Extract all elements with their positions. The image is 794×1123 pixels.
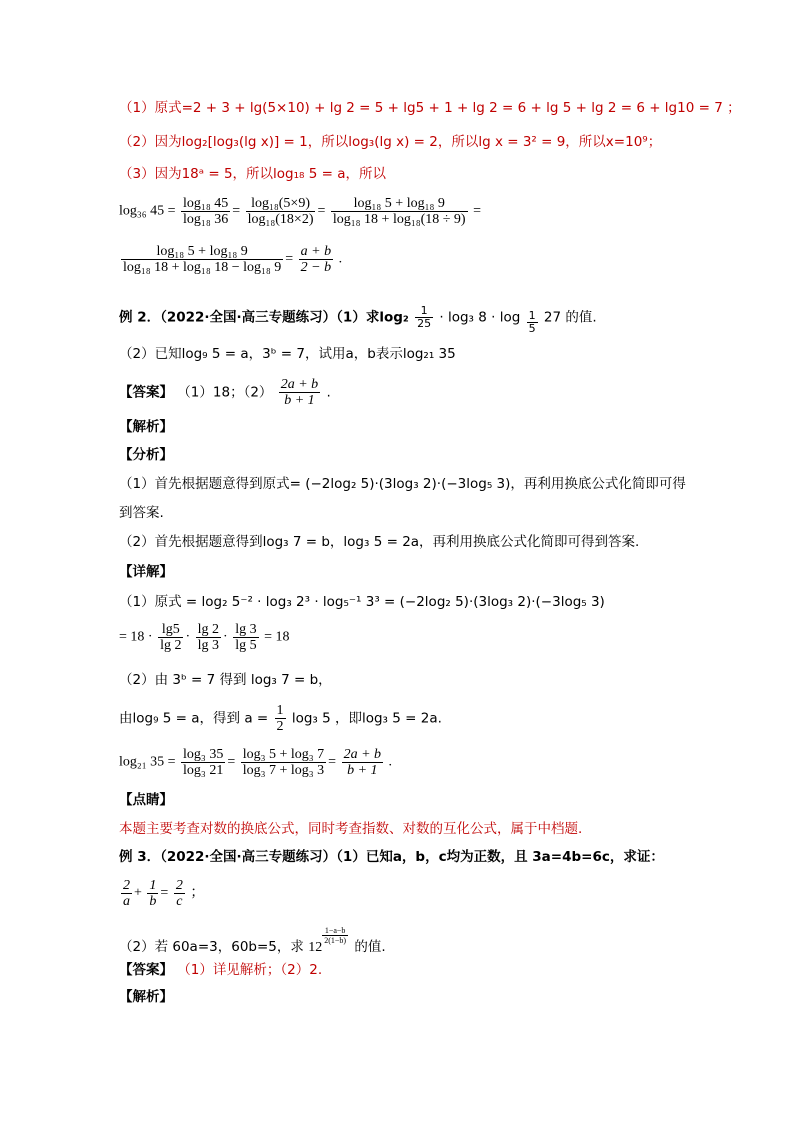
answer-2-text: （1）18；（2）	[177, 384, 273, 401]
answer-2	[119, 377, 719, 408]
ex2-f-denominator: 25	[417, 317, 432, 330]
ex3-q2-exp-denominator: 2(1−b)	[324, 936, 347, 945]
ex3-fraction-1	[121, 878, 132, 909]
ex2-q2: （2）已知log₉ 5 = a，3ᵇ = 7，试用a，b表示log₂₁ 35	[119, 346, 456, 362]
xiangjie-line-4	[119, 703, 719, 734]
example-3-line-2: $\frac{2}{a}$ + $\frac{1}{b}$ = $\frac{2}{c}$ ；	[123, 878, 205, 909]
xj-l5-f1-numerator: log₃ 35	[183, 747, 224, 762]
ex2-base-numerator: 1	[528, 308, 536, 322]
part1-line-1	[119, 99, 741, 117]
eq2-fraction-2	[299, 244, 333, 275]
xj-l4-fraction	[275, 703, 286, 734]
xj-l5-tail: .	[388, 754, 393, 770]
xj-l2-f1-denominator: lg 2	[160, 638, 182, 653]
eq2-fraction-1	[121, 244, 283, 275]
example-3-question-1	[119, 848, 719, 866]
xj-l2-fraction-2	[196, 622, 221, 653]
eq1-f3-denominator: log₁₈ 18 + log₁₈(18 ÷ 9)	[332, 212, 466, 227]
example-3-question-2	[119, 926, 719, 957]
xj-l2-f2-denominator: lg 3	[197, 638, 220, 653]
xj-l4-numerator: 1	[276, 703, 284, 718]
eq1-fraction-1	[181, 196, 230, 227]
ex2-f-numerator: 1	[415, 305, 433, 318]
label-fenxi: 【分析】	[119, 447, 173, 463]
answer-2-fraction	[279, 377, 320, 408]
ex3-head: 例 3．（2022·全国·高三专题练习）（1）已知a，b，c均为正数，且 3a=4b=6c，求证：	[119, 849, 664, 865]
ex2-base-denominator: 5	[528, 321, 536, 335]
eq2-tail: .	[338, 251, 343, 267]
ex2-head: 例 2．（2022·全国·高三专题练习）（1）求log₂	[119, 309, 409, 326]
label-jiexi: 【解析】	[119, 419, 173, 435]
fenxi-line-1: （1）首先根据题意得到原式= (−2log₂ 5)·(3log₃ 2)·(−3log₅ 3)，再利用换底公式化简即可得	[119, 476, 686, 492]
fenxi-line-2: 到答案.	[119, 505, 164, 521]
eq1-f2-numerator: log₁₈(5×9)	[246, 196, 316, 212]
xj-l5-fraction-1	[181, 747, 225, 778]
eq1-fraction-3	[331, 196, 468, 227]
xj-l2-fraction-3	[233, 622, 258, 653]
answer-3-label: 【答案】	[119, 962, 173, 978]
part1-line-2	[119, 133, 719, 151]
xj-l5-f1-denominator: log₃ 21	[183, 763, 224, 778]
eq2-f2-numerator: a + b	[300, 244, 332, 259]
ex3-f2-denominator: b	[149, 894, 157, 909]
eq2-f2-denominator: 2 − b	[300, 260, 332, 275]
ex3-fraction-2	[147, 878, 158, 909]
xj-l2-fraction-1	[158, 622, 183, 653]
eq2-f1-numerator: log₁₈ 5 + log₁₈ 9	[121, 244, 283, 260]
ex3-q2-tail: 的值.	[354, 939, 386, 955]
answer-2-denominator: b + 1	[284, 393, 315, 408]
ex2-fraction	[415, 305, 433, 330]
ex2-tail: 27 的值.	[543, 309, 597, 326]
ex3-l2-tail: ；	[190, 885, 205, 901]
label-jiexi-2: 【解析】	[119, 989, 173, 1005]
ex3-f2-numerator: 1	[149, 878, 157, 893]
xj-l5-f2-denominator: log₃ 7 + log₃ 3	[242, 763, 325, 778]
xj-l5-fraction-3	[342, 747, 383, 778]
xj-l2-f1-numerator: lg5	[158, 622, 183, 638]
dianjing-text: 本题主要考查对数的换底公式，同时考查指数、对数的互化公式，属于中档题.	[119, 821, 583, 837]
eq1-f2-denominator: log₁₈(18×2)	[247, 212, 314, 227]
answer-2-tail: .	[326, 384, 331, 401]
eq1-f3-numerator: log₁₈ 5 + log₁₈ 9	[331, 196, 468, 212]
xj-l5-fraction-2	[241, 747, 326, 778]
xj-l5-f3-numerator: 2a + b	[343, 747, 382, 762]
part1-line-1-text: （1）原式=2 + 3 + lg(5×10) + lg 2 = 5 + lg5 + 1 + lg 2 = 6 + lg 5 + lg 2 = 6 + lg10 = 7 ；	[119, 100, 741, 116]
label-xiangjie: 【详解】	[119, 564, 173, 580]
xj-l2-f2-numerator: lg 2	[197, 622, 220, 637]
example-2-question-1	[119, 305, 719, 335]
eq1-f1-numerator: log₁₈ 45	[183, 196, 229, 211]
ex3-f3-denominator: c	[176, 894, 183, 909]
eq2-f1-denominator: log₁₈ 18 + log₁₈ 18 − log₁₈ 9	[123, 260, 282, 275]
xiangjie-line-2: = 18 · $\frac{\lg 5}{\lg 2}$ · $\frac{\lg 2}{\lg 3}$ · $\frac{\lg 3}{\lg 5}$ = 18	[119, 622, 290, 653]
eq1-f1-denominator: log₁₈ 36	[183, 212, 229, 227]
ex3-q2-exponent	[322, 926, 348, 945]
part1-line-2-text: （2）因为log₂[log₃(lg x)] = 1，所以log₃(lg x) = 2，所以lg x = 3² = 9，所以x=10⁹；	[119, 134, 662, 150]
xj-l2-f3-numerator: lg 3	[235, 622, 257, 637]
xj-l4-tail: log₃ 5 ，即log₃ 5 = 2a.	[291, 710, 442, 727]
label-dianjing: 【点睛】	[119, 792, 173, 808]
xj-l2-f3-denominator: lg 5	[235, 638, 257, 653]
xj-l4-pre: 由log₉ 5 = a，得到 a =	[119, 710, 269, 727]
xj-l5-f2-numerator: log₃ 5 + log₃ 7	[242, 747, 325, 762]
fenxi-line-3: （2）首先根据题意得到log₃ 7 = b，log₃ 5 = 2a，再利用换底公式化简即可得到答案.	[119, 534, 640, 550]
ex3-q2-exp-numerator: 1−a−b	[322, 926, 348, 936]
ex2-base-fraction	[527, 310, 538, 335]
part1-equation-2: $\frac{\text{log₁₈ 5 + log₁₈ 9}}{\text{log₁₈ 18 + log₁₈ 18 − log₁₈ 9}}$ = $\frac{a + b}{2 - b}$ .	[123, 244, 343, 275]
answer-3-text: （1）详见解析；（2）2.	[177, 962, 323, 978]
xiangjie-line-1: （1）原式 = log₂ 5⁻² · log₃ 2³ · log₅⁻¹ 3³ = (−2log₂ 5)·(3log₃ 2)·(−3log₅ 3)	[119, 594, 605, 610]
xj-l2-tail: = 18	[264, 629, 290, 645]
answer-3	[119, 961, 719, 979]
ex3-f3-numerator: 2	[175, 878, 183, 893]
answer-2-numerator: 2a + b	[280, 377, 319, 392]
eq1-lhs: log₃₆ 45 =	[119, 203, 176, 219]
xj-l5-f3-denominator: b + 1	[347, 763, 378, 778]
example-2-question-2	[119, 345, 719, 363]
xiangjie-line-5: log₂₁ 35 = $\frac{\text{log₃ 35}}{\text{log₃ 21}}$ = $\frac{\text{log₃ 5 + log₃ 7}}{\text{log₃ 7 + log₃ 3}}$ = $\frac{2a + b}{b + 1}$ .	[119, 747, 393, 778]
ex3-q2-base: 12	[308, 940, 323, 955]
ex3-f1-numerator: 2	[123, 878, 130, 893]
part1-line-3	[119, 165, 719, 183]
xiangjie-line-3: （2）由 3ᵇ = 7 得到 log₃ 7 = b，	[119, 672, 332, 688]
part1-line-3-text: （3）因为18ᵃ = 5，所以log₁₈ 5 = a，所以	[119, 166, 386, 182]
ex3-f1-denominator: a	[123, 894, 130, 909]
eq1-tail: =	[473, 203, 482, 219]
ex3-q2-pre: （2）若 60a=3，60b=5，求	[119, 939, 304, 955]
part1-equation-1: log₃₆ 45 = $\frac{\text{log₁₈ 45}}{\text{log₁₈ 36}}$ = $\frac{\text{log₁₈(5×9)}}{\text{log₁₈(18×2)}}$ = $\frac{\text{log₁₈ 5 + log₁₈ 9}}{\text{log₁₈ 18 + log₁₈(18 ÷ 9)}}$ =	[119, 196, 482, 227]
ex3-fraction-3	[174, 878, 185, 909]
eq1-fraction-2	[246, 196, 316, 227]
xj-l4-denominator: 2	[276, 719, 284, 734]
answer-2-label: 【答案】	[119, 384, 173, 401]
xj-l2-pre: = 18 ·	[119, 629, 153, 645]
ex2-mid: · log₃ 8 · log	[439, 309, 521, 326]
xj-l5-pre: log₂₁ 35 =	[119, 754, 176, 770]
